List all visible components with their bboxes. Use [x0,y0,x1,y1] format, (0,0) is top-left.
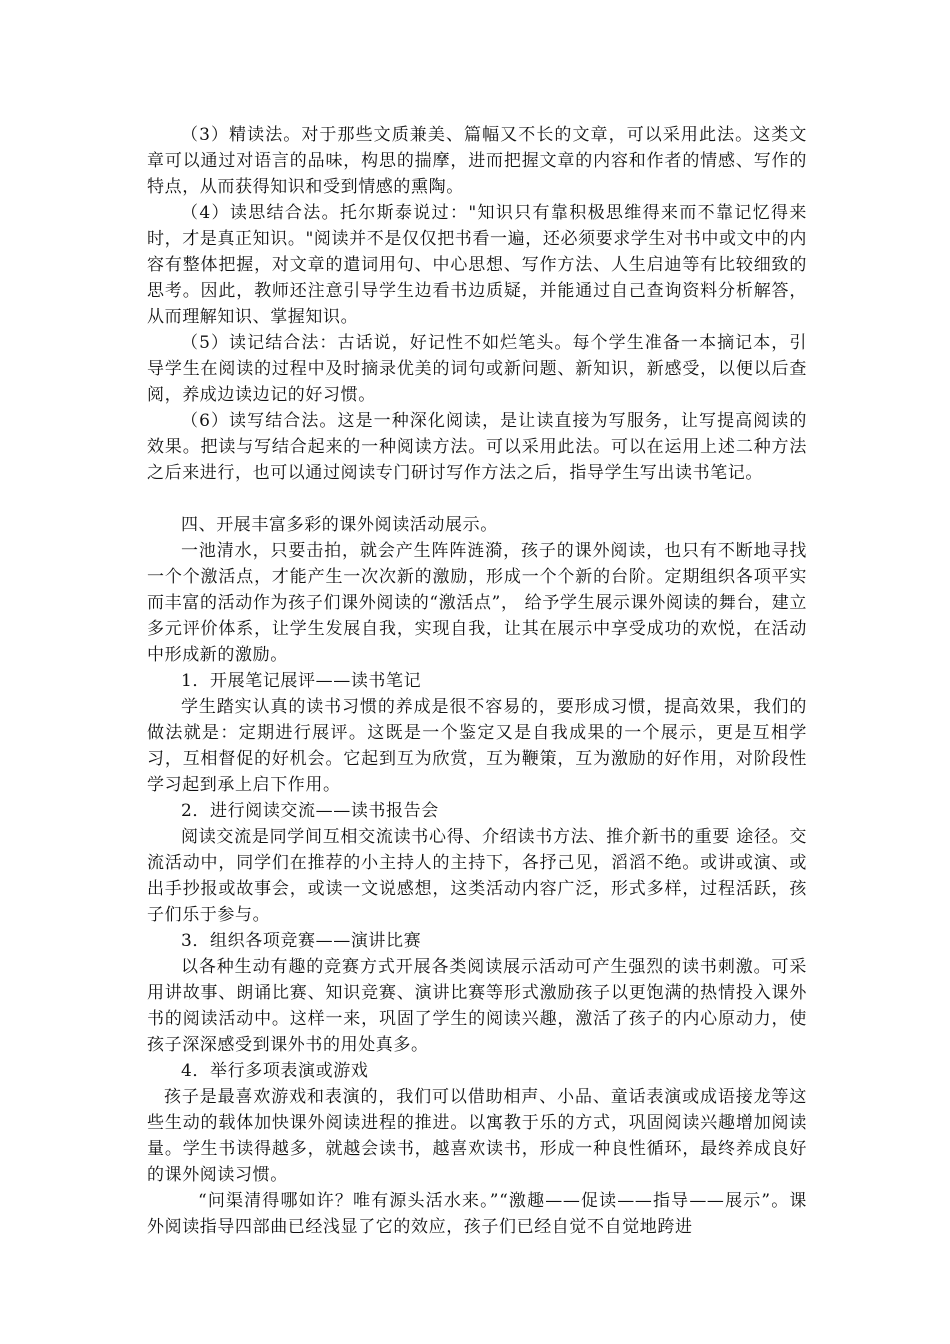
subheading-performances: 4．举行多项表演或游戏 [181,1061,369,1081]
subheading-notes-review: 1．开展笔记展评——读书笔记 [181,671,422,691]
section-heading-four: 四、开展丰富多彩的课外阅读活动展示。 [181,515,498,535]
document-page [147,122,807,1240]
paragraph-conclusion: “问渠清得哪如许？唯有源头活水来。”“激趣——促读——指导——展示”。课外阅读指导四部曲已经浅显了它的效应，孩子们已经自觉不自觉地跨进 [147,1191,807,1237]
paragraph-reading-thinking: （4）读思结合法。托尔斯泰说过："知识只有靠积极思维得来而不靠记忆得来时，才是真正知识。"阅读并不是仅仅把书看一遍，还必须要求学生对书中或文中的内容有整体把握，对文章的遣词用句、中心思想、写作方法、人生启迪等有比较细致的思考。因此，教师还注意引导学生边看书边质疑，并能通过自己查询资料分析解答，从而理解知识、掌握知识。 [147,203,807,327]
paragraph-reading-exchange: 阅读交流是同学间互相交流读书心得、介绍读书方法、推介新书的重要 途径。交流活动中，同学们在推荐的小主持人的主持下，各抒己见，滔滔不绝。或讲或演、或出手抄报或故事会，或读一文说感想，这类活动内容广泛，形式多样，过程活跃，孩子们乐于参与。 [147,827,807,925]
paragraph-notes-review: 学生踏实认真的读书习惯的养成是很不容易的，要形成习惯，提高效果，我们的做法就是：定期进行展评。这既是一个鉴定又是自我成果的一个展示，更是互相学习，互相督促的好机会。它起到互为欣赏，互为鞭策，互为激励的好作用，对阶段性学习起到承上启下作用。 [147,697,807,795]
paragraph-activation-point: 一池清水，只要击拍，就会产生阵阵涟漪，孩子的课外阅读，也只有不断地寻找一个个激活点，才能产生一次次新的激励，形成一个个新的台阶。定期组织各项平实而丰富的活动作为孩子们课外阅读的“激活点”， 给予学生展示课外阅读的舞台，建立多元评价体系，让学生发展自我，实现自我，让其在展示中享受成功的欢悦，在活动中形成新的激励。 [147,541,807,665]
paragraph-intensive-reading: （3）精读法。对于那些文质兼美、篇幅又不长的文章，可以采用此法。这类文章可以通过对语言的品味，构思的揣摩，进而把握文章的内容和作者的情感、写作的特点，从而获得知识和受到情感的熏陶。 [147,125,807,197]
paragraph-reading-notes: （5）读记结合法：古话说，好记性不如烂笔头。每个学生准备一本摘记本，引导学生在阅读的过程中及时摘录优美的词句或新问题、新知识，新感受，以便以后查阅，养成边读边记的好习惯。 [147,333,807,405]
paragraph-performances: 孩子是最喜欢游戏和表演的，我们可以借助相声、小品、童话表演或成语接龙等这些生动的载体加快课外阅读进程的推进。以寓教于乐的方式，巩固阅读兴趣增加阅读量。学生书读得越多，就越会读书，越喜欢读书，形成一种良性循环，最终养成良好的课外阅读习惯。 [147,1087,807,1185]
subheading-reading-exchange: 2．进行阅读交流——读书报告会 [181,801,439,821]
blank-line [147,486,807,512]
subheading-competitions: 3．组织各项竞赛——演讲比赛 [181,931,422,951]
paragraph-competitions: 以各种生动有趣的竞赛方式开展各类阅读展示活动可产生强烈的读书刺激。可采用讲故事、朗诵比赛、知识竞赛、演讲比赛等形式激励孩子以更饱满的热情投入课外书的阅读活动中。这样一来，巩固了学生的阅读兴趣，激活了孩子的内心原动力，使孩子深深感受到课外书的用处真多。 [147,957,807,1055]
paragraph-reading-writing: （6）读写结合法。这是一种深化阅读，是让读直接为写服务，让写提高阅读的效果。把读与写结合起来的一种阅读方法。可以采用此法。可以在运用上述二种方法之后来进行，也可以通过阅读专门研讨写作方法之后，指导学生写出读书笔记。 [147,411,807,483]
